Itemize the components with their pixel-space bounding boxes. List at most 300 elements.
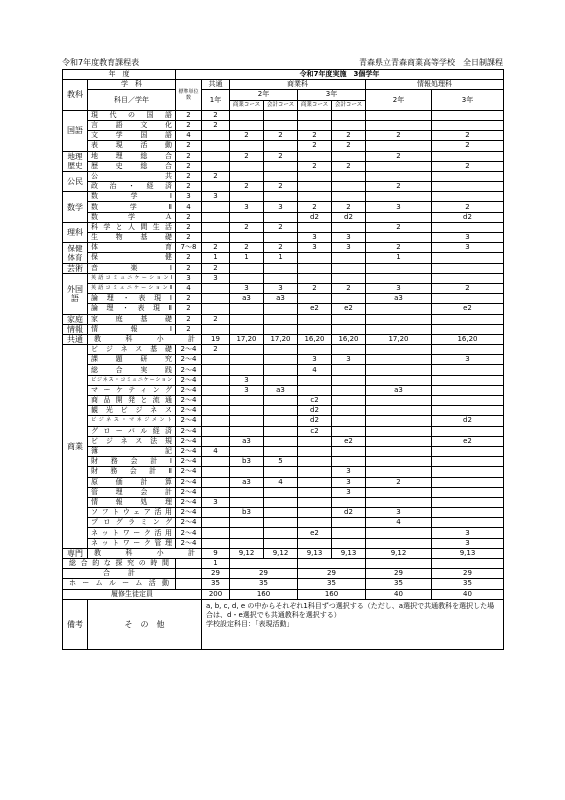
unit-cell [432, 518, 504, 528]
table-row [63, 518, 504, 528]
unit-cell [230, 416, 264, 426]
standard-units: 2 [176, 253, 202, 263]
standard-units: 2 [176, 314, 202, 324]
inquiry-time-value: 1 [202, 559, 230, 569]
category-gaikokugo: 外国語 [63, 273, 88, 314]
unit-cell: d2 [332, 212, 366, 222]
unit-cell [432, 222, 504, 232]
unit-cell [332, 385, 366, 395]
subject-name: ビジネス法規 [88, 436, 176, 446]
unit-cell [432, 263, 504, 273]
unit-cell: 16,20 [432, 334, 504, 344]
unit-cell [432, 253, 504, 263]
homeroom-i2: 35 [366, 579, 432, 589]
table-row [63, 345, 504, 355]
unit-cell [264, 161, 298, 171]
table-row [63, 110, 504, 120]
table-row [63, 182, 504, 192]
year-label: 年 度 [63, 70, 176, 80]
standard-units: 2～4 [176, 487, 202, 497]
subject-name: 総合実践 [88, 365, 176, 375]
subject-name: グローバル経済 [88, 426, 176, 436]
standard-units: 7～8 [176, 243, 202, 253]
unit-cell [230, 324, 264, 334]
unit-cell [366, 314, 432, 324]
unit-cell: 3 [202, 273, 230, 283]
unit-cell: 17,20 [230, 334, 264, 344]
subject-name: 情報処理 [88, 497, 176, 507]
standard-units: 2～4 [176, 538, 202, 548]
subject-name: 体育 [88, 243, 176, 253]
unit-cell [202, 436, 230, 446]
subject-area-header: 教科 [63, 80, 88, 111]
unit-cell [230, 446, 264, 456]
table-row [63, 355, 504, 365]
unit-cell [298, 477, 332, 487]
subject-name: 課題研究 [88, 355, 176, 365]
common-header: 共通 [202, 80, 230, 90]
table-row [63, 426, 504, 436]
subject-name: 政治・経済 [88, 182, 176, 192]
unit-cell [366, 406, 432, 416]
unit-cell [366, 120, 432, 130]
unit-cell: 2 [230, 151, 264, 161]
unit-cell [332, 497, 366, 507]
unit-cell [230, 212, 264, 222]
unit-cell: 2 [264, 151, 298, 161]
unit-cell [202, 477, 230, 487]
unit-cell: 2 [264, 243, 298, 253]
unit-cell [264, 192, 298, 202]
category-kyotsu: 共通 [63, 334, 88, 344]
unit-cell: 3 [264, 202, 298, 212]
unit-cell [332, 171, 366, 181]
unit-cell [332, 406, 366, 416]
unit-cell [366, 110, 432, 120]
unit-cell [432, 110, 504, 120]
grand-total-i3: 29 [432, 569, 504, 579]
unit-cell: a3 [264, 385, 298, 395]
homeroom-c2: 35 [230, 579, 298, 589]
unit-cell [264, 396, 298, 406]
unit-cell: 9,12 [230, 548, 264, 558]
table-row [63, 538, 504, 548]
subject-name: 論理・表現Ⅱ [88, 304, 176, 314]
standard-units: 2 [176, 222, 202, 232]
category-sugaku: 数学 [63, 192, 88, 223]
unit-cell [230, 192, 264, 202]
unit-cell [366, 171, 432, 181]
category-joho: 情報 [63, 324, 88, 334]
unit-cell: 2 [332, 131, 366, 141]
unit-cell [366, 192, 432, 202]
unit-cell [230, 355, 264, 365]
subject-name: 公共 [88, 171, 176, 181]
unit-cell [298, 253, 332, 263]
unit-cell [298, 345, 332, 355]
unit-cell [264, 375, 298, 385]
unit-cell [366, 416, 432, 426]
unit-cell [366, 436, 432, 446]
unit-cell: e2 [332, 304, 366, 314]
unit-cell: 9,13 [432, 548, 504, 558]
unit-cell [264, 141, 298, 151]
course-accounting-2: 会計コース [264, 100, 298, 110]
enrollment-g1: 200 [202, 589, 230, 599]
unit-cell: 2 [202, 243, 230, 253]
unit-cell [202, 222, 230, 232]
unit-cell [202, 161, 230, 171]
remarks-note [202, 599, 504, 649]
course-commerce-3: 商業コース [298, 100, 332, 110]
homeroom-i3: 35 [432, 579, 504, 589]
unit-cell [366, 497, 432, 507]
unit-cell [202, 538, 230, 548]
unit-cell [298, 508, 332, 518]
unit-cell: 3 [432, 233, 504, 243]
unit-cell [332, 416, 366, 426]
subject-name: 財務会計Ⅰ [88, 457, 176, 467]
standard-units: 2 [176, 263, 202, 273]
unit-cell [366, 467, 432, 477]
unit-cell [202, 304, 230, 314]
grand-total-label: 合計 [63, 569, 176, 579]
unit-cell [298, 375, 332, 385]
table-row [63, 233, 504, 243]
subject-name: 歴史総合 [88, 161, 176, 171]
table-row [63, 436, 504, 446]
table-row [63, 131, 504, 141]
unit-cell: 2 [366, 477, 432, 487]
unit-cell: d2 [298, 212, 332, 222]
commerce-grade3-header: 3年 [298, 90, 366, 100]
table-row [63, 283, 504, 293]
unit-cell: e2 [432, 304, 504, 314]
unit-cell [230, 487, 264, 497]
unit-cell: 2 [332, 202, 366, 212]
subject-name: 商品開発と流通 [88, 396, 176, 406]
unit-cell [432, 120, 504, 130]
standard-units: 2 [176, 110, 202, 120]
standard-units: 2～4 [176, 518, 202, 528]
unit-cell [298, 457, 332, 467]
unit-cell [202, 518, 230, 528]
table-row [63, 120, 504, 130]
unit-cell: 1 [230, 253, 264, 263]
table-row [63, 141, 504, 151]
unit-cell [202, 426, 230, 436]
unit-cell [432, 457, 504, 467]
unit-cell: 2 [298, 161, 332, 171]
table-row [63, 375, 504, 385]
grand-total-g1: 29 [202, 569, 230, 579]
homeroom-g1: 35 [202, 579, 230, 589]
category-katei: 家庭 [63, 314, 88, 324]
unit-cell [230, 406, 264, 416]
unit-cell: 16,20 [332, 334, 366, 344]
subject-name: 英語コミュニケーションⅡ [88, 283, 176, 293]
category-hoken: 保健体育 [63, 243, 88, 263]
unit-cell [264, 406, 298, 416]
unit-cell [230, 314, 264, 324]
school-name: 青森県立青森商業高等学校 全日制課程 [359, 58, 503, 67]
unit-cell [202, 294, 230, 304]
unit-cell [332, 273, 366, 283]
unit-cell [432, 467, 504, 477]
subject-name: 財務会計Ⅱ [88, 467, 176, 477]
unit-cell: c2 [298, 426, 332, 436]
subject-name: 保健 [88, 253, 176, 263]
unit-cell [332, 263, 366, 273]
unit-cell: 4 [366, 518, 432, 528]
unit-cell [432, 365, 504, 375]
enrollment-label: 履修生徒定員 [63, 589, 202, 599]
unit-cell: 2 [432, 141, 504, 151]
unit-cell [298, 538, 332, 548]
unit-cell [202, 396, 230, 406]
standard-units: 2～4 [176, 426, 202, 436]
unit-cell [432, 273, 504, 283]
unit-cell: 9,13 [332, 548, 366, 558]
unit-cell [332, 294, 366, 304]
unit-cell [230, 467, 264, 477]
unit-cell [230, 120, 264, 130]
table-row [63, 477, 504, 487]
standard-units: 2 [176, 304, 202, 314]
unit-cell [202, 324, 230, 334]
unit-cell: 2 [202, 110, 230, 120]
unit-cell: 4 [298, 365, 332, 375]
unit-cell [432, 385, 504, 395]
grade1-header: 1年 [202, 90, 230, 110]
unit-cell [264, 110, 298, 120]
unit-cell: 3 [298, 233, 332, 243]
unit-cell [230, 161, 264, 171]
subject-name: ビジネス・マネジメント [88, 416, 176, 426]
unit-cell: 3 [332, 487, 366, 497]
unit-cell [264, 426, 298, 436]
subject-grade-header: 科目／学年 [88, 90, 176, 110]
standard-units: 2 [176, 161, 202, 171]
unit-cell: 2 [202, 263, 230, 273]
subtotal-label: 教科小計 [88, 548, 202, 558]
unit-cell [230, 538, 264, 548]
table-row [63, 263, 504, 273]
unit-cell: 2 [366, 151, 432, 161]
standard-units: 2 [176, 151, 202, 161]
unit-cell [432, 182, 504, 192]
category-chireki: 地理歴史 [63, 151, 88, 171]
unit-cell [298, 436, 332, 446]
standard-units: 2～4 [176, 508, 202, 518]
unit-cell [202, 528, 230, 538]
unit-cell [264, 467, 298, 477]
unit-cell [230, 426, 264, 436]
unit-cell: d2 [298, 406, 332, 416]
table-row [63, 396, 504, 406]
unit-cell [230, 141, 264, 151]
unit-cell: 2 [298, 141, 332, 151]
enrollment-i2: 40 [366, 589, 432, 599]
unit-cell [332, 314, 366, 324]
unit-cell [264, 518, 298, 528]
unit-cell [230, 233, 264, 243]
unit-cell [332, 324, 366, 334]
unit-cell: 3 [332, 243, 366, 253]
standard-units: 2～4 [176, 365, 202, 375]
subject-name: ネットワーク活用 [88, 528, 176, 538]
unit-cell [432, 294, 504, 304]
unit-cell [264, 171, 298, 181]
table-row [63, 467, 504, 477]
unit-cell [230, 518, 264, 528]
subject-name: 科学と人間生活 [88, 222, 176, 232]
unit-cell: 3 [230, 385, 264, 395]
unit-cell: 9 [202, 548, 230, 558]
unit-cell: 2 [432, 161, 504, 171]
unit-cell [366, 345, 432, 355]
unit-cell [264, 212, 298, 222]
unit-cell: 2 [332, 283, 366, 293]
unit-cell: 2 [230, 222, 264, 232]
unit-cell: e2 [298, 528, 332, 538]
unit-cell [298, 182, 332, 192]
unit-cell [366, 161, 432, 171]
unit-cell [264, 314, 298, 324]
unit-cell [202, 151, 230, 161]
unit-cell: d2 [432, 416, 504, 426]
unit-cell [298, 263, 332, 273]
subject-name: 生物基礎 [88, 233, 176, 243]
standard-units: 4 [176, 283, 202, 293]
unit-cell: b3 [230, 457, 264, 467]
subject-name: 数学Ａ [88, 212, 176, 222]
unit-cell: 3 [332, 477, 366, 487]
table-row [63, 294, 504, 304]
unit-cell [298, 385, 332, 395]
unit-cell: 3 [230, 202, 264, 212]
unit-cell [264, 324, 298, 334]
unit-cell: 2 [366, 222, 432, 232]
category-geijutsu: 芸術 [63, 263, 88, 273]
standard-units: 2 [176, 233, 202, 243]
standard-units: 2～4 [176, 436, 202, 446]
unit-cell [202, 487, 230, 497]
standard-units: 2～4 [176, 477, 202, 487]
unit-cell [332, 151, 366, 161]
unit-cell [432, 508, 504, 518]
unit-cell [366, 375, 432, 385]
unit-cell [230, 345, 264, 355]
subject-name: ソフトウェア活用 [88, 508, 176, 518]
unit-cell: 2 [432, 283, 504, 293]
unit-cell: a3 [366, 385, 432, 395]
homeroom-label: ホームルーム活動 [63, 579, 176, 589]
standard-units: 2～4 [176, 528, 202, 538]
subtotal-label: 教科小計 [88, 334, 202, 344]
standard-units: 2 [176, 294, 202, 304]
unit-cell: 3 [332, 355, 366, 365]
table-row [63, 528, 504, 538]
table-row [63, 508, 504, 518]
unit-cell [202, 457, 230, 467]
unit-cell [366, 365, 432, 375]
unit-cell [432, 406, 504, 416]
info-dept-header: 情報処理科 [366, 80, 504, 90]
subject-name: 簿記 [88, 446, 176, 456]
unit-cell: 3 [432, 243, 504, 253]
enrollment-c3: 160 [298, 589, 366, 599]
unit-cell: 9,12 [366, 548, 432, 558]
unit-cell [332, 396, 366, 406]
unit-cell: 9,12 [264, 548, 298, 558]
unit-cell: e2 [332, 436, 366, 446]
unit-cell: 2 [298, 131, 332, 141]
standard-units: 2～4 [176, 497, 202, 507]
subject-name: 管理会計 [88, 487, 176, 497]
unit-cell: 3 [230, 283, 264, 293]
unit-cell [264, 416, 298, 426]
unit-cell [298, 497, 332, 507]
unit-cell [332, 182, 366, 192]
unit-cell [202, 365, 230, 375]
standard-units: 2 [176, 120, 202, 130]
subject-name: 文学国語 [88, 131, 176, 141]
unit-cell [264, 355, 298, 365]
standard-units-header: 標準単位数 [176, 80, 202, 111]
unit-cell [298, 518, 332, 528]
unit-cell [230, 263, 264, 273]
standard-units: 4 [176, 131, 202, 141]
subject-name: ビジネス基礎 [88, 345, 176, 355]
unit-cell: 2 [230, 131, 264, 141]
unit-cell: 2 [264, 222, 298, 232]
unit-cell: 3 [332, 233, 366, 243]
unit-cell [366, 446, 432, 456]
unit-cell [264, 345, 298, 355]
unit-cell [298, 273, 332, 283]
unit-cell: 2 [202, 345, 230, 355]
unit-cell [264, 436, 298, 446]
unit-cell: 17,20 [366, 334, 432, 344]
standard-units: 2～4 [176, 446, 202, 456]
category-kokugo: 国語 [63, 110, 88, 151]
unit-cell: d2 [332, 508, 366, 518]
subject-name: 家庭基礎 [88, 314, 176, 324]
unit-cell [202, 508, 230, 518]
remarks-note-line2: 学校設定科目：「表現活動」 [206, 619, 294, 628]
unit-cell: 2 [202, 171, 230, 181]
inquiry-time-label: 総合的な探究の時間 [63, 559, 176, 569]
unit-cell: b3 [230, 508, 264, 518]
unit-cell [432, 477, 504, 487]
unit-cell [230, 171, 264, 181]
commerce-dept-header: 商業科 [230, 80, 366, 90]
unit-cell: 2 [264, 131, 298, 141]
unit-cell [298, 446, 332, 456]
unit-cell: d2 [298, 416, 332, 426]
unit-cell: 3 [366, 202, 432, 212]
course-commerce-2: 商業コース [230, 100, 264, 110]
table-row [63, 243, 504, 253]
unit-cell [264, 508, 298, 518]
table-row [63, 171, 504, 181]
unit-cell [264, 365, 298, 375]
unit-cell [298, 467, 332, 477]
unit-cell [432, 375, 504, 385]
subject-name: マーケティング [88, 385, 176, 395]
unit-cell [264, 528, 298, 538]
